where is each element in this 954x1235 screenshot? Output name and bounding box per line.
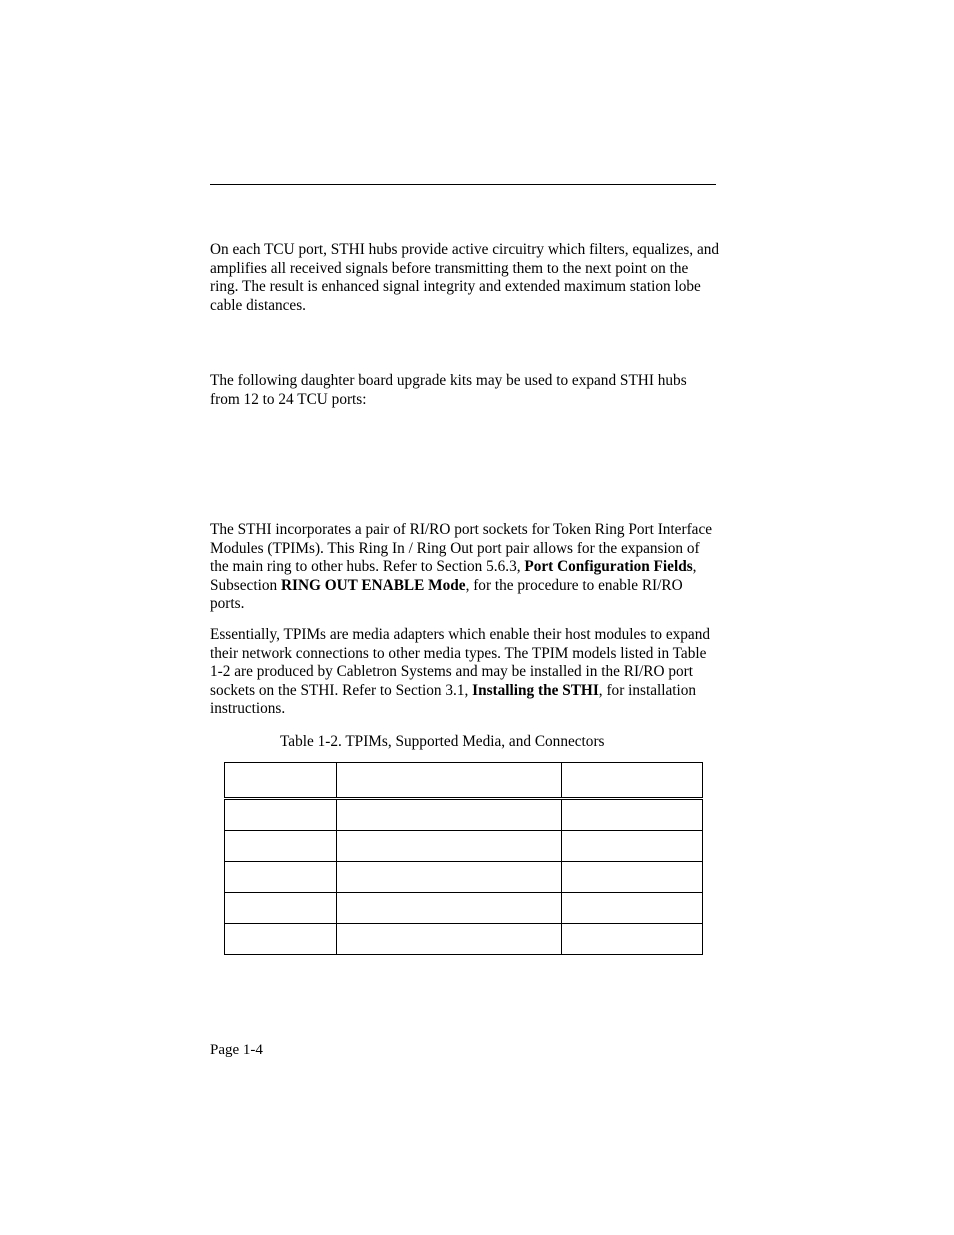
table-row: [225, 862, 703, 893]
header-rule: [210, 184, 716, 185]
paragraph-upgrade-kits: The following daughter board upgrade kits may be used to expand STHI hubs from 12 to 24 TCU ports:: [210, 372, 687, 408]
paragraph-tpim-description: [210, 626, 720, 719]
table-cell: [562, 831, 703, 862]
tpim-table: [224, 762, 703, 955]
table-caption: Table 1-2. TPIMs, Supported Media, and Connectors: [280, 733, 605, 750]
table-cell: [562, 893, 703, 924]
p3-text-2: , Subsection: [210, 558, 697, 594]
table-cell: [225, 862, 337, 893]
table-cell: [337, 893, 562, 924]
table-cell: [337, 831, 562, 862]
table-row: [225, 924, 703, 955]
table-cell: [562, 862, 703, 893]
p3-bold-ring-out-enable: RING OUT ENABLE Mode: [280, 576, 466, 594]
table-cell: [225, 924, 337, 955]
p4-text-1: Essentially, TPIMs are media adapters which enable their host modules to expand their network connections to other media types. The TPIM models listed in Table 1-2 are produced by Cabletron Systems and may be installed in the RI/RO port sockets on the STHI. Refer to Section 3.1,: [210, 626, 710, 699]
table-cell: [337, 924, 562, 955]
p3-text-3: , for the procedure to enable RI/RO ports.: [210, 576, 683, 613]
table-row: [225, 893, 703, 924]
paragraph-ri-ro-sockets: [210, 521, 720, 614]
page-number: Page 1-4: [210, 1042, 263, 1058]
table-cell: [225, 799, 337, 831]
p4-text-2: , for installation instructions.: [210, 681, 697, 718]
table-header-cell: [562, 763, 703, 799]
table-row: [225, 799, 703, 831]
table-cell: [337, 799, 562, 831]
table-header-cell: [225, 763, 337, 799]
paragraph-active-circuitry: On each TCU port, STHI hubs provide active circuitry which filters, equalizes, and amplifies all received signals before transmitting them to the next point on the ring. The result is enhanced signal integrity and extended maximum station lobe cable distances.: [210, 241, 720, 314]
table-cell: [337, 862, 562, 893]
table-header-row: [225, 763, 703, 799]
table-cell: [562, 924, 703, 955]
table-row: [225, 831, 703, 862]
table-cell: [562, 799, 703, 831]
p4-bold-installing-sthi: Installing the STHI: [472, 681, 599, 699]
p3-bold-port-configuration: Port Configuration Fields: [524, 558, 693, 576]
table-header-cell: [337, 763, 562, 799]
table-cell: [225, 893, 337, 924]
p3-text-1: The STHI incorporates a pair of RI/RO port sockets for Token Ring Port Interface Modules (TPIMs). This Ring In / Ring Out port pair allows for the expansion of the main ring to other hubs. Refer to Section 5.6.3,: [210, 521, 713, 576]
table-cell: [225, 831, 337, 862]
